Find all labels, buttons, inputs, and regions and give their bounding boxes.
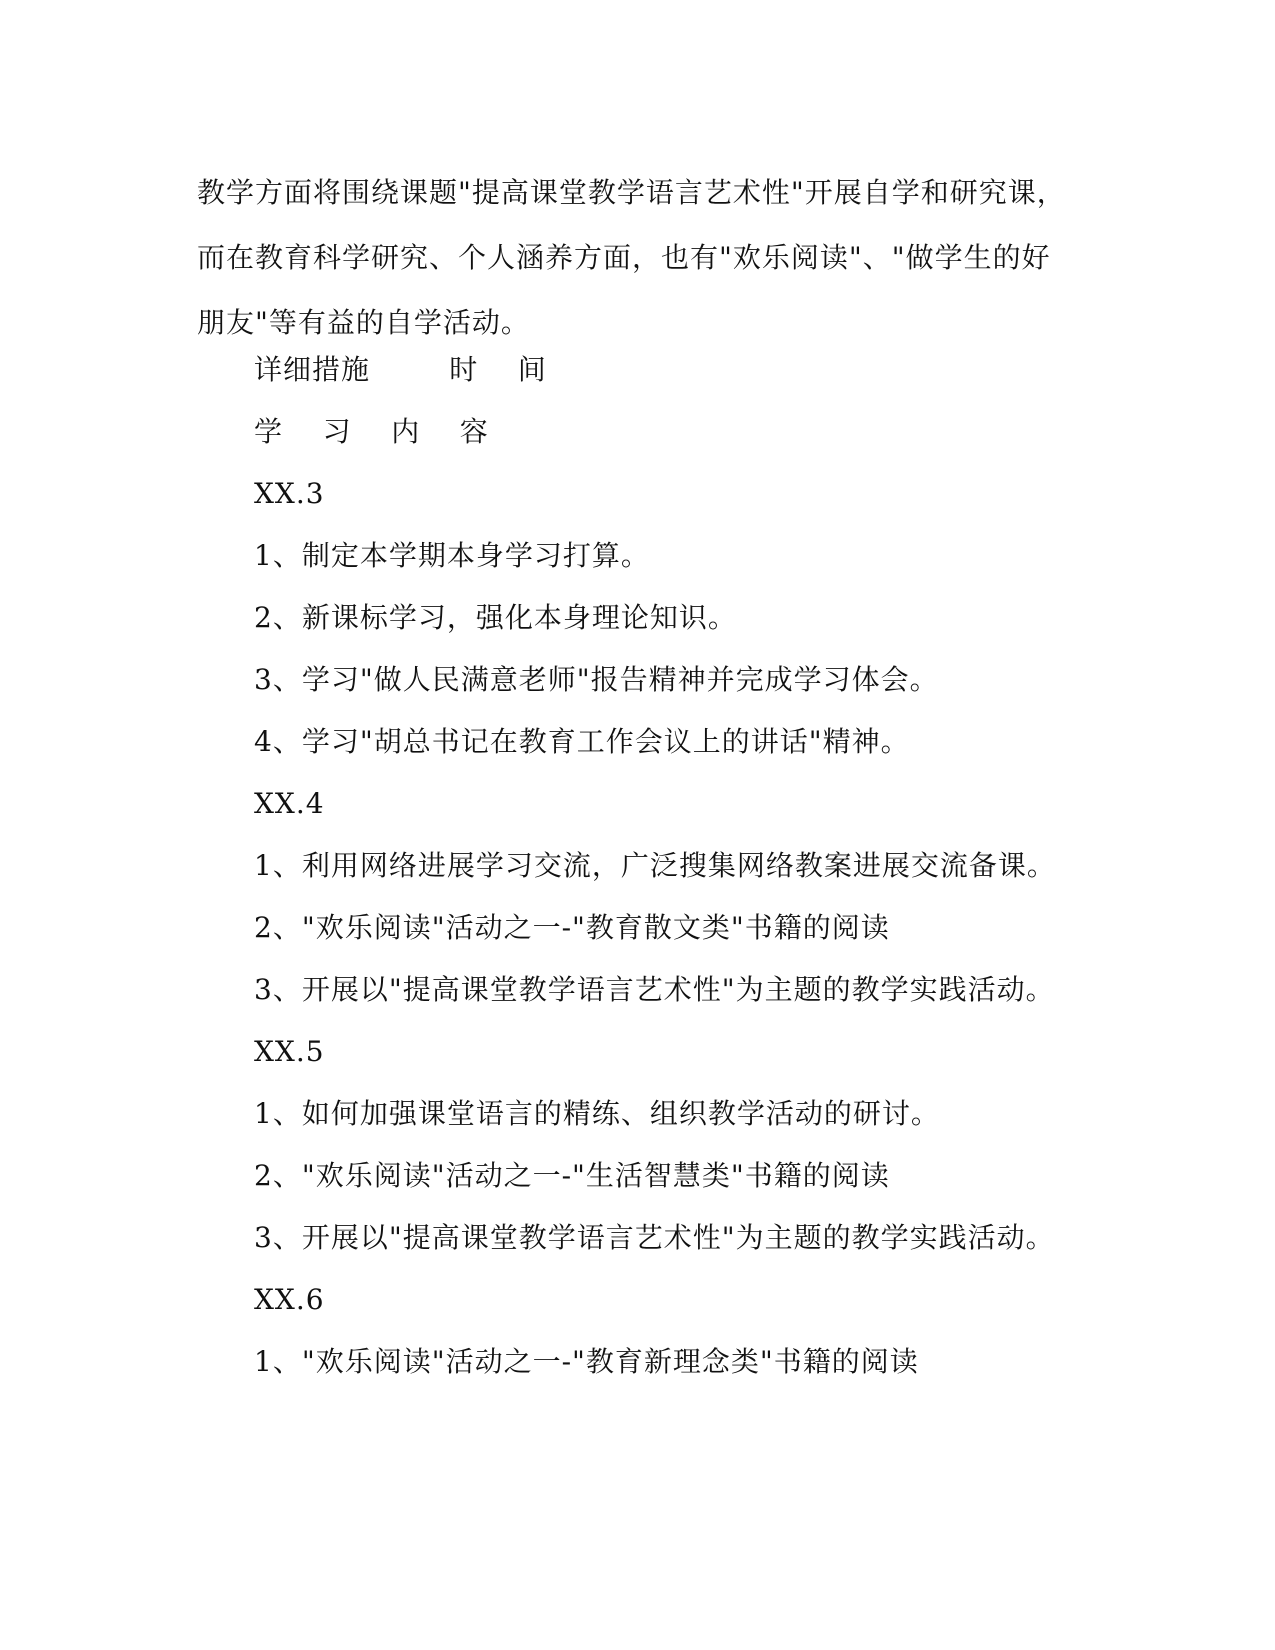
list-item: 3、学习"做人民满意老师"报告精神并完成学习体会。 (254, 663, 939, 696)
list-item: 1、制定本学期本身学习打算。 (254, 539, 650, 572)
month-label: XX.4 (254, 787, 325, 820)
month-label: XX.6 (254, 1283, 325, 1316)
list-item: 3、开展以"提高课堂教学语言艺术性"为主题的教学实践活动。 (254, 1221, 1055, 1254)
header-content: 学 习 内 容 (254, 415, 489, 448)
month-label: XX.3 (254, 477, 325, 510)
list-item: 4、学习"胡总书记在教育工作会议上的讲话"精神。 (254, 725, 910, 758)
month-label: XX.5 (254, 1035, 325, 1068)
list-item: 2、"欢乐阅读"活动之一-"生活智慧类"书籍的阅读 (254, 1159, 890, 1192)
list-item: 1、如何加强课堂语言的精练、组织教学活动的研讨。 (254, 1097, 940, 1130)
intro-paragraph: 教学方面将围绕课题"提高课堂教学语言艺术性"开展自学和研究课，而在教育科学研究、个人涵养方面，也有"欢乐阅读"、"做学生的好朋友"等有益的自学活动。 (197, 176, 1066, 339)
list-item: 2、"欢乐阅读"活动之一-"教育散文类"书籍的阅读 (254, 911, 890, 944)
list-item: 2、新课标学习，强化本身理论知识。 (254, 601, 737, 634)
list-item: 1、"欢乐阅读"活动之一-"教育新理念类"书籍的阅读 (254, 1345, 919, 1378)
list-item: 3、开展以"提高课堂教学语言艺术性"为主题的教学实践活动。 (254, 973, 1055, 1006)
header-measures-time: 详细措施 时 间 (254, 353, 547, 386)
list-item: 1、利用网络进展学习交流，广泛搜集网络教案进展交流备课。 (254, 849, 1056, 882)
